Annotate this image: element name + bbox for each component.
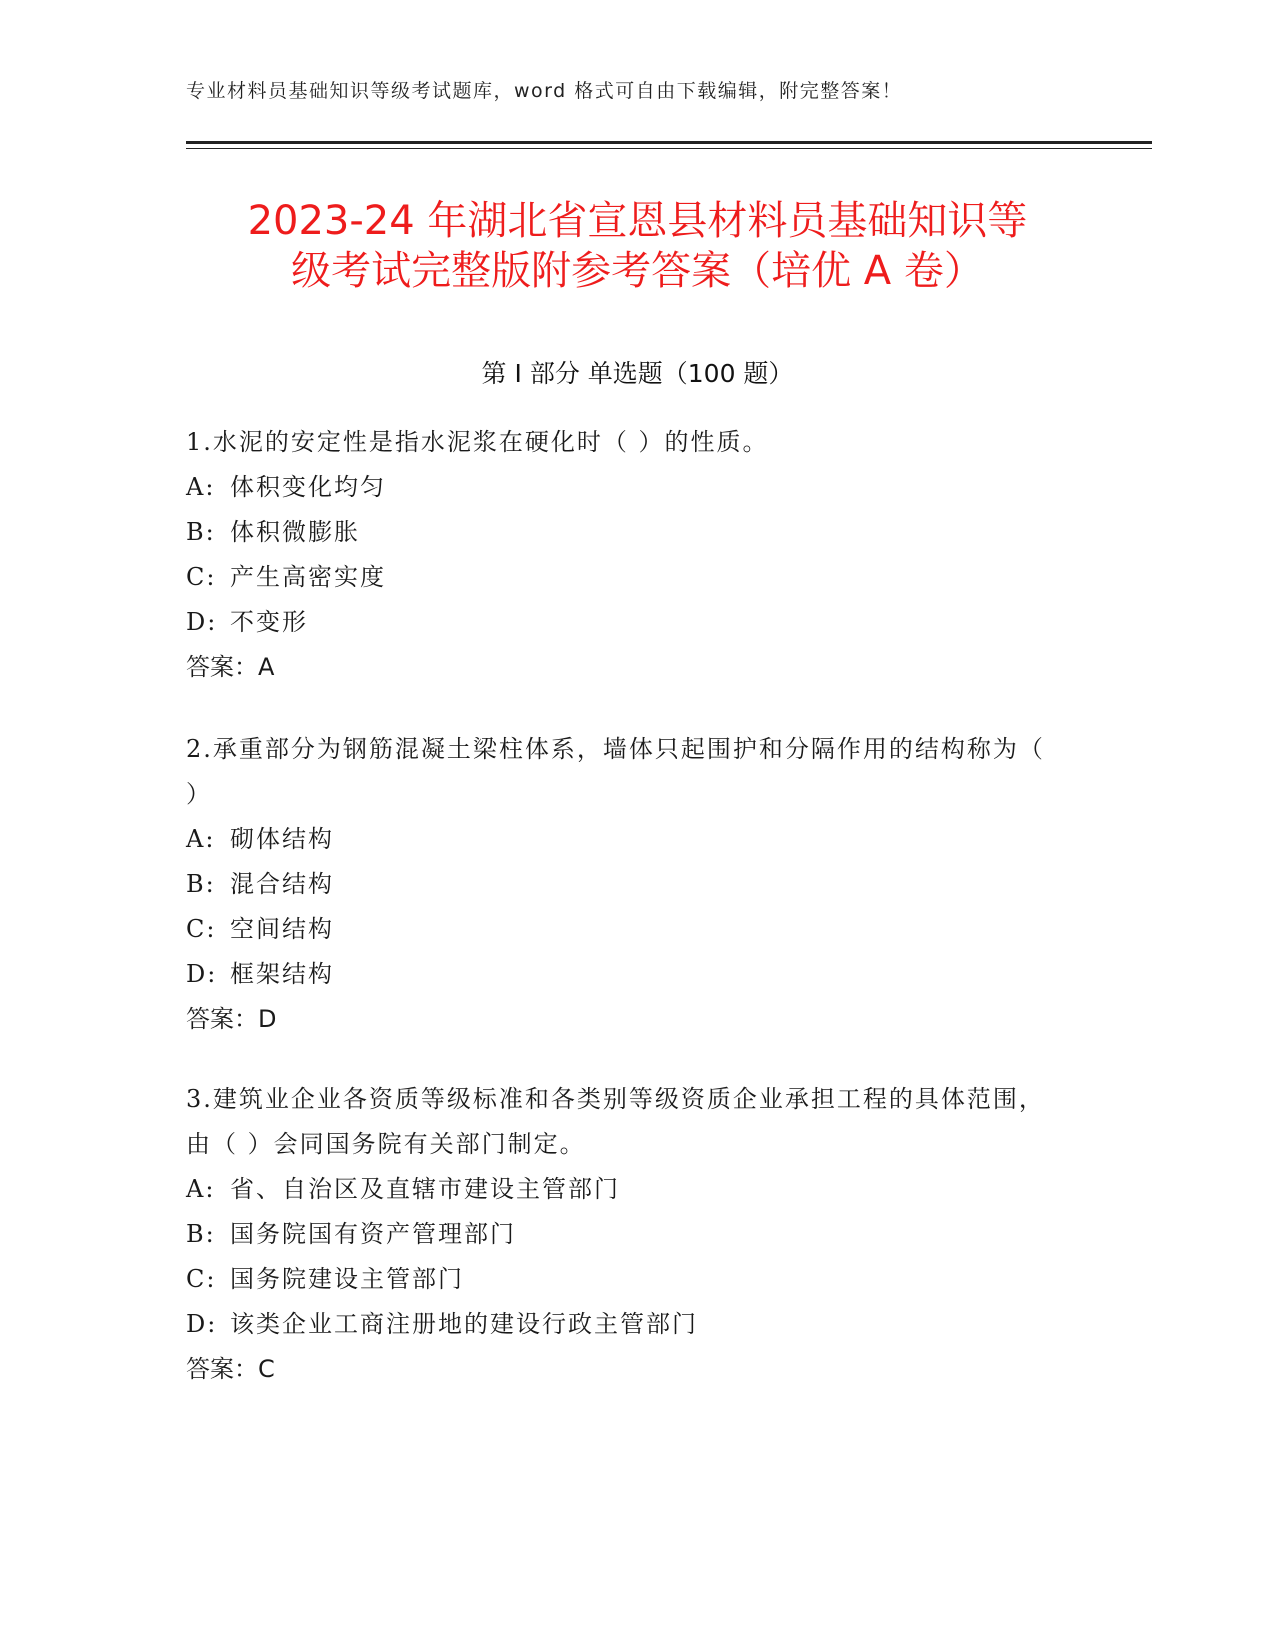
option-text: 体积微膨胀	[230, 518, 360, 546]
option-letter: D:	[186, 608, 218, 636]
option-text: 国务院建设主管部门	[230, 1265, 464, 1293]
question-1	[186, 420, 1066, 690]
option-b	[186, 510, 1066, 555]
option-a	[186, 1167, 1066, 1212]
option-b	[186, 1212, 1066, 1257]
document-title	[150, 196, 1125, 296]
page-header: 专业材料员基础知识等级考试题库，word 格式可自由下载编辑，附完整答案！	[186, 80, 903, 102]
option-letter: C:	[186, 1265, 217, 1293]
option-text: 不变形	[230, 608, 308, 636]
option-a	[186, 465, 1066, 510]
option-letter: C:	[186, 563, 217, 591]
option-letter: A:	[186, 825, 216, 853]
option-letter: A:	[186, 473, 216, 501]
option-text: 砌体结构	[230, 825, 334, 853]
header-divider-thin	[186, 148, 1152, 149]
answer-line: 答案：A	[186, 653, 275, 681]
question-stem: 3.建筑业企业各资质等级标准和各类别等级资质企业承担工程的具体范围，由（ ）会同国务院有关部门制定。	[186, 1085, 1045, 1158]
option-text: 产生高密实度	[230, 563, 386, 591]
answer-line: 答案：C	[186, 1355, 275, 1383]
answer-line: 答案：D	[186, 1005, 277, 1033]
document-title-line-2: 级考试完整版附参考答案（培优 A 卷）	[291, 248, 984, 294]
option-text: 框架结构	[230, 960, 334, 988]
option-letter: A:	[186, 1175, 216, 1203]
option-letter: B:	[186, 518, 216, 546]
option-letter: B:	[186, 870, 216, 898]
option-d	[186, 600, 1066, 645]
question-stem: 1.水泥的安定性是指水泥浆在硬化时（ ）的性质。	[186, 428, 769, 456]
option-letter: B:	[186, 1220, 216, 1248]
option-d	[186, 1302, 1066, 1347]
option-text: 混合结构	[230, 870, 334, 898]
option-letter: D:	[186, 960, 218, 988]
option-text: 空间结构	[230, 915, 334, 943]
section-heading: 第 I 部分 单选题（100 题）	[481, 359, 794, 388]
document-title-line-1: 2023-24 年湖北省宣恩县材料员基础知识等	[247, 198, 1028, 244]
option-c	[186, 1257, 1066, 1302]
option-letter: C:	[186, 915, 217, 943]
option-letter: D:	[186, 1310, 218, 1338]
option-text: 国务院国有资产管理部门	[230, 1220, 516, 1248]
option-d	[186, 952, 1066, 997]
option-text: 体积变化均匀	[230, 473, 386, 501]
option-text: 省、自治区及直辖市建设主管部门	[230, 1175, 620, 1203]
question-3	[186, 1077, 1066, 1392]
question-stem: 2.承重部分为钢筋混凝土梁柱体系，墙体只起围护和分隔作用的结构称为（ ）	[186, 735, 1045, 808]
option-b	[186, 862, 1066, 907]
question-2	[186, 727, 1066, 1042]
option-a	[186, 817, 1066, 862]
option-c	[186, 907, 1066, 952]
option-c	[186, 555, 1066, 600]
header-divider-thick	[186, 141, 1152, 144]
option-text: 该类企业工商注册地的建设行政主管部门	[230, 1310, 698, 1338]
